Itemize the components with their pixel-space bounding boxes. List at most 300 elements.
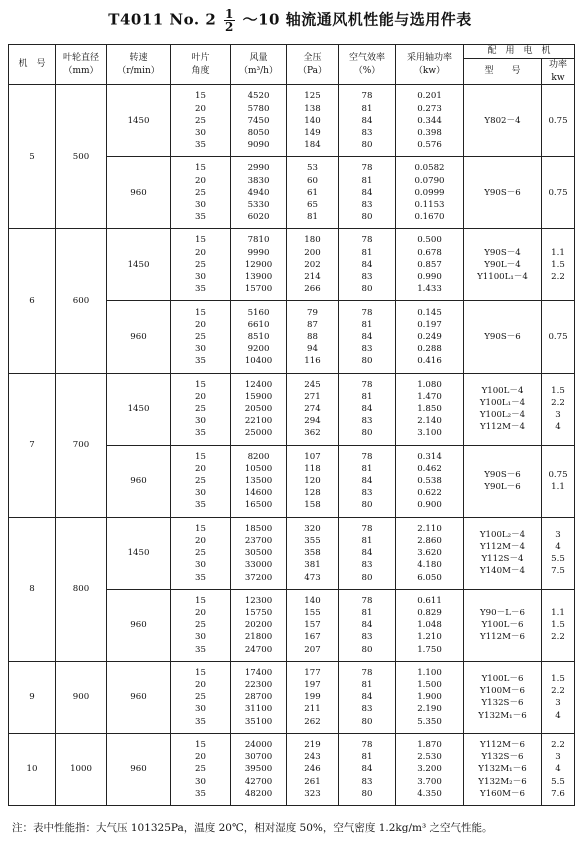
cell-line: 14600 [244,488,273,499]
table-row [9,517,575,589]
cell-line: 0.0790 [414,175,445,186]
motor-power-cell [542,373,575,445]
title-suffix: ～10 轴流通风机性能与选用件表 [242,10,472,29]
cell-line: 30 [195,776,206,787]
cell-line: 80 [361,500,373,511]
cell-line: 140 [304,595,321,606]
table-row [9,85,575,157]
motor-model-cell [464,157,542,229]
blade-angle-cell [171,373,231,445]
cell-line: 35 [195,572,206,583]
cell-line: 35 [195,284,206,295]
cell-line: 2.2 [551,739,565,750]
cell-line: 20 [195,607,206,618]
impeller-diameter-cell: 1000 [56,733,107,805]
blade-angle-cell [171,85,231,157]
cell-line: 1.100 [417,667,442,678]
cell-line: 30 [195,416,206,427]
efficiency-cell [339,445,396,517]
machine-no-cell: 10 [9,733,56,805]
cell-line: 15 [195,451,206,462]
col-header-model-no: 机 号 [9,45,56,85]
machine-no-cell: 7 [9,373,56,517]
cell-line: 81 [361,247,373,258]
efficiency-cell [339,589,396,661]
title-fraction-denominator: 2 [225,20,234,34]
cell-line: 61 [307,187,318,198]
cell-line: 94 [307,344,318,355]
cell-line: 0.197 [417,319,442,330]
cell-line: Y802－4 [484,115,521,126]
cell-line: 30 [195,199,206,210]
col-header-motor-model: 型 号 [464,58,542,85]
cell-line: 0.678 [417,247,442,258]
cell-line: 25 [195,620,206,631]
cell-line: 25 [195,476,206,487]
cell-line: Y100L₁－4 [479,397,526,408]
flow-cell [231,661,287,733]
cell-line: Y90－L－6 [480,607,525,618]
cell-line: 83 [361,272,373,283]
cell-line: Y132S－6 [481,698,524,709]
cell-line: 1.080 [417,379,442,390]
cell-line: 167 [304,632,321,643]
efficiency-cell [339,85,396,157]
motor-model-cell [464,445,542,517]
speed-cell: 960 [107,445,171,517]
cell-line: 25 [195,259,206,270]
cell-line: 3830 [247,175,270,186]
cell-line: 78 [361,667,373,678]
cell-line: 0.249 [417,331,442,342]
cell-line: 120 [304,476,321,487]
cell-line: 80 [361,788,373,799]
cell-line: 35 [195,428,206,439]
cell-line: 83 [361,776,373,787]
cell-line: 219 [304,739,321,750]
cell-line: 0.462 [417,463,442,474]
cell-line: Y132M₁－6 [478,764,527,775]
cell-line: 80 [361,356,373,367]
cell-line: 15700 [244,284,273,295]
cell-line: 0.990 [417,272,442,283]
cell-line: 0.538 [417,476,442,487]
cell-line: 83 [361,127,373,138]
cell-line: 116 [304,356,321,367]
cell-line: 5160 [247,307,270,318]
cell-line: 15 [195,595,206,606]
table-row [9,373,575,445]
cell-line: 1.500 [417,680,442,691]
cell-line: 8050 [247,127,270,138]
cell-line: 125 [304,91,321,102]
cell-line: 13900 [244,272,273,283]
shaft-power-cell [396,85,464,157]
efficiency-cell [339,661,396,733]
cell-line: 79 [307,307,318,318]
motor-model-cell [464,733,542,805]
cell-line: 0.576 [417,140,442,151]
motor-power-cell [542,157,575,229]
cell-line: 7450 [247,115,270,126]
cell-line: 30500 [244,548,273,559]
flow-cell [231,517,287,589]
cell-line: 1.1 [551,247,565,258]
cell-line: 138 [304,103,321,114]
motor-power-cell [542,733,575,805]
impeller-diameter-cell: 700 [56,373,107,517]
speed-cell: 1450 [107,517,171,589]
cell-line: 0.145 [417,307,442,318]
cell-line: 9090 [247,140,270,151]
cell-line: Y90L－6 [484,482,521,493]
flow-cell [231,301,287,373]
cell-line: 25 [195,187,206,198]
footnote: 注：表中性能指：大气压 101325Pa，温度 20℃，相对湿度 50%，空气密度 1.2kg/m³ 之空气性能。 [12,822,493,834]
cell-line: Y100L₂－4 [479,410,526,421]
cell-line: 107 [304,451,321,462]
cell-line: 83 [361,632,373,643]
cell-line: 81 [361,103,373,114]
cell-line: 80 [361,284,373,295]
cell-line: 88 [307,331,318,342]
cell-line: 184 [304,140,321,151]
cell-line: 2.2 [551,686,565,697]
cell-line: 155 [304,607,321,618]
cell-line: 0.75 [548,115,568,126]
motor-model-cell [464,85,542,157]
cell-line: 25000 [244,428,273,439]
cell-line: 200 [304,247,321,258]
cell-line: 6610 [247,319,270,330]
shaft-power-cell [396,661,464,733]
cell-line: 20 [195,535,206,546]
cell-line: 8510 [247,331,270,342]
cell-line: 83 [361,704,373,715]
cell-line: Y132S－6 [481,752,524,763]
pressure-cell [287,517,339,589]
cell-line: 81 [361,319,373,330]
cell-line: 23700 [244,535,273,546]
cell-line: 20 [195,319,206,330]
cell-line: 3.700 [417,776,442,787]
cell-line: 6.050 [417,572,442,583]
shaft-power-cell [396,589,464,661]
cell-line: Y100L₂－4 [479,529,526,540]
cell-line: 266 [304,284,321,295]
cell-line: 78 [361,307,373,318]
cell-line: 15 [195,91,206,102]
col-header-motor-power: 功率 kw [542,58,575,85]
cell-line: 0.75 [548,331,568,342]
shaft-power-cell [396,517,464,589]
flow-cell [231,733,287,805]
efficiency-cell [339,301,396,373]
cell-line: 33000 [244,560,273,571]
cell-line: 5.350 [417,716,442,727]
cell-line: 83 [361,488,373,499]
cell-line: 65 [307,199,318,210]
col-header-efficiency: 空气效率 （%） [339,45,396,85]
cell-line: 3 [555,698,561,709]
cell-line: 0.273 [417,103,442,114]
shaft-power-cell [396,157,464,229]
cell-line: 15 [195,739,206,750]
cell-line: 12400 [244,379,273,390]
pressure-cell [287,589,339,661]
cell-line: 320 [304,523,321,534]
cell-line: 0.0582 [414,163,445,174]
cell-line: 22300 [244,680,273,691]
efficiency-cell [339,733,396,805]
speed-cell: 960 [107,301,171,373]
cell-line: 81 [361,752,373,763]
cell-line: 84 [361,620,373,631]
pressure-cell [287,661,339,733]
cell-line: 17400 [244,667,273,678]
cell-line: 362 [304,428,321,439]
blade-angle-cell [171,589,231,661]
blade-angle-cell [171,301,231,373]
cell-line: 78 [361,523,373,534]
cell-line: 15 [195,163,206,174]
cell-line: 7.5 [551,566,565,577]
cell-line: 202 [304,259,321,270]
cell-line: 25 [195,403,206,414]
cell-line: 78 [361,595,373,606]
machine-no-cell: 5 [9,85,56,229]
speed-cell: 960 [107,733,171,805]
cell-line: 5330 [247,199,270,210]
pressure-cell [287,373,339,445]
cell-line: 84 [361,331,373,342]
impeller-diameter-cell: 900 [56,661,107,733]
motor-model-cell [464,517,542,589]
cell-line: 0.398 [417,127,442,138]
cell-line: 5.5 [551,554,565,565]
table-body [9,85,575,806]
cell-line: 4 [555,764,561,775]
cell-line: 262 [304,716,321,727]
machine-no-cell: 9 [9,661,56,733]
cell-line: 3.200 [417,764,442,775]
cell-line: 83 [361,199,373,210]
cell-line: 1.850 [417,403,442,414]
cell-line: Y112M－4 [480,422,525,433]
cell-line: 78 [361,163,373,174]
cell-line: 2.860 [417,535,442,546]
col-header-pressure: 全压 （Pa） [287,45,339,85]
cell-line: 3 [555,529,561,540]
cell-line: 1.5 [551,259,565,270]
cell-line: 1.750 [417,644,442,655]
cell-line: 15 [195,307,206,318]
cell-line: 0.1153 [414,199,445,210]
cell-line: Y112M－6 [480,632,525,643]
cell-line: 31100 [244,704,273,715]
blade-angle-cell [171,157,231,229]
cell-line: 81 [361,607,373,618]
cell-line: 8200 [247,451,270,462]
cell-line: 30 [195,127,206,138]
cell-line: 81 [361,175,373,186]
cell-line: 13500 [244,476,273,487]
cell-line: 207 [304,644,321,655]
cell-line: 7810 [247,235,270,246]
cell-line: 24000 [244,739,273,750]
col-header-motor: 配 用 电 机 [464,45,575,59]
cell-line: 35100 [244,716,273,727]
cell-line: 4940 [247,187,270,198]
cell-line: 0.75 [548,469,568,480]
cell-line: 80 [361,140,373,151]
cell-line: 323 [304,788,321,799]
flow-cell [231,589,287,661]
cell-line: 78 [361,235,373,246]
pressure-cell [287,301,339,373]
cell-line: 9200 [247,344,270,355]
col-header-blade-angle: 叶片 角度 [171,45,231,85]
cell-line: 0.75 [548,187,568,198]
cell-line: 21800 [244,632,273,643]
cell-line: 4520 [247,91,270,102]
motor-power-cell [542,445,575,517]
shaft-power-cell [396,373,464,445]
pressure-cell [287,157,339,229]
shaft-power-cell [396,229,464,301]
cell-line: 473 [304,572,321,583]
cell-line: 15 [195,235,206,246]
cell-line: 83 [361,344,373,355]
cell-line: 197 [304,680,321,691]
cell-line: 87 [307,319,318,330]
cell-line: 0.900 [417,500,442,511]
shaft-power-cell [396,733,464,805]
cell-line: Y90S－6 [484,469,521,480]
cell-line: 20 [195,247,206,258]
cell-line: 6020 [247,212,270,223]
cell-line: 1.048 [417,620,442,631]
cell-line: 149 [304,127,321,138]
cell-line: 15900 [244,391,273,402]
cell-line: 5780 [247,103,270,114]
cell-line: 35 [195,788,206,799]
page-title [0,8,580,33]
impeller-diameter-cell: 800 [56,517,107,661]
speed-cell: 1450 [107,85,171,157]
cell-line: 2.140 [417,416,442,427]
cell-line: 78 [361,739,373,750]
cell-line: 0.611 [417,595,442,606]
cell-line: 12300 [244,595,273,606]
cell-line: 30 [195,344,206,355]
cell-line: 25 [195,548,206,559]
title-prefix: T4011 No. 2 [108,10,217,29]
table-row [9,661,575,733]
cell-line: Y90L－4 [484,259,521,270]
cell-line: 22100 [244,416,273,427]
flow-cell [231,157,287,229]
speed-cell: 1450 [107,229,171,301]
cell-line: 84 [361,187,373,198]
cell-line: 81 [307,212,318,223]
pressure-cell [287,229,339,301]
speed-cell: 1450 [107,373,171,445]
cell-line: Y1100L₁－4 [477,272,528,283]
impeller-diameter-cell: 600 [56,229,107,373]
cell-line: Y90S－4 [484,247,521,258]
cell-line: 30700 [244,752,273,763]
cell-line: 80 [361,572,373,583]
cell-line: 35 [195,140,206,151]
motor-power-cell [542,589,575,661]
cell-line: 15750 [244,607,273,618]
motor-model-cell [464,229,542,301]
shaft-power-cell [396,301,464,373]
cell-line: 84 [361,115,373,126]
cell-line: 78 [361,451,373,462]
cell-line: 381 [304,560,321,571]
cell-line: 60 [307,175,318,186]
cell-line: 0.288 [417,344,442,355]
cell-line: 0.857 [417,259,442,270]
cell-line: 25 [195,764,206,775]
cell-line: 53 [307,163,318,174]
flow-cell [231,85,287,157]
cell-line: 30 [195,704,206,715]
cell-line: 15 [195,667,206,678]
cell-line: 84 [361,692,373,703]
cell-line: 0.416 [417,356,442,367]
blade-angle-cell [171,517,231,589]
cell-line: Y90S－6 [484,331,521,342]
cell-line: 4 [555,422,561,433]
cell-line: 7.6 [551,788,565,799]
cell-line: 80 [361,644,373,655]
cell-line: 81 [361,535,373,546]
motor-power-cell [542,517,575,589]
cell-line: 2.530 [417,752,442,763]
cell-line: 0.344 [417,115,442,126]
cell-line: 48200 [244,788,273,799]
cell-line: 0.314 [417,451,442,462]
cell-line: 274 [304,403,321,414]
pressure-cell [287,85,339,157]
cell-line: 271 [304,391,321,402]
cell-line: 15 [195,379,206,390]
cell-line: 81 [361,463,373,474]
cell-line: 35 [195,212,206,223]
cell-line: 80 [361,716,373,727]
shaft-power-cell [396,445,464,517]
cell-line: 355 [304,535,321,546]
cell-line: 35 [195,644,206,655]
cell-line: 4.180 [417,560,442,571]
cell-line: 4.350 [417,788,442,799]
cell-line: 294 [304,416,321,427]
cell-line: 3.100 [417,428,442,439]
cell-line: 35 [195,356,206,367]
cell-line: 35 [195,716,206,727]
cell-line: 180 [304,235,321,246]
cell-line: 4 [555,710,561,721]
table-row [9,733,575,805]
col-header-diameter: 叶轮直径 （mm） [56,45,107,85]
motor-model-cell [464,373,542,445]
motor-model-cell [464,661,542,733]
cell-line: 81 [361,680,373,691]
cell-line: 18500 [244,523,273,534]
